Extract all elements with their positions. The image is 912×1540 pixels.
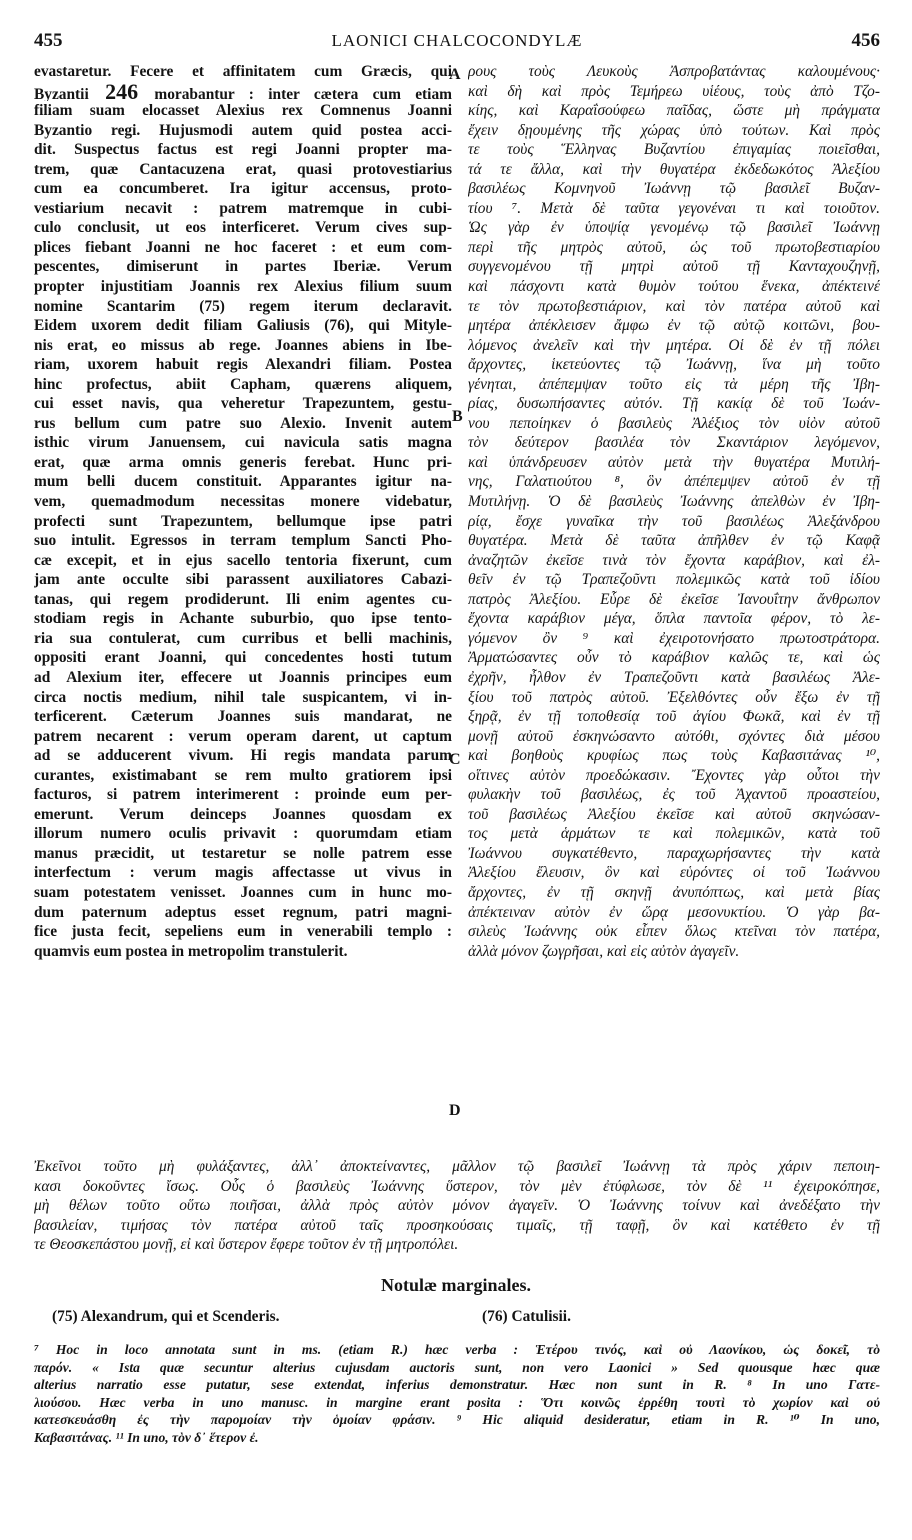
page-marker: 246 [105, 81, 139, 102]
latin-text-line: mum belli ducem constituit. Apparantes igitur na- [34, 473, 452, 491]
latin-text-line: dit. Suspectus factus est regi Joanni propter ma- [34, 141, 452, 159]
latin-text-line: fice justa fecit, sepeliens eum in venerabili templo : [34, 923, 452, 941]
greek-text-line: λόμενος ἀνελεῖν καὶ τὴν μητέρα. Οἱ δὲ ἐν τῇ πόλει [468, 336, 880, 354]
margin-letter-d: D [449, 1102, 461, 1119]
latin-text-line: circa noctis medium, nihil tale suspicantem, vi in- [34, 688, 452, 706]
footnote-line: λιούσου. Hæc verba in uno manusc. in margine erant posita : Ὅτι κοινῶς ἐρρέθη τουτὶ τὸ χωρίον καὶ οὐ [34, 1394, 880, 1410]
latin-text-line: stodiam regis in Achante suburbio, quo ipse tento- [34, 610, 452, 628]
greek-text-line: ρίας, δυσωπήσαντες αὐτόν. Τῇ κακίᾳ δὲ τοῦ Ἰωάν- [468, 395, 880, 413]
greek-text-line: ἄρχοντες, ἱκετεύοντες τῷ Ἰωάννῃ, ἵνα μὴ τοῦτο [468, 356, 880, 374]
greek-text-line: καὶ δὴ καὶ πρὸς Τεμήρεω υἱέους, τοὺς ἀπὸ Τζο- [468, 82, 880, 100]
greek-text-line: ἐχρῆν, ἦλθον ἐν Τραπεζοῦντι κατὰ βασιλέως Ἀλε- [468, 668, 880, 686]
greek-text-line: τὸν δεύτερον βασιλέα τὸν Σκαντάριον λεγόμενον, [468, 434, 880, 452]
latin-text-line: riam, uxorem habuit regis Alexandri filiam. Postea [34, 356, 452, 374]
latin-text-line: quamvis eum postea in metropolim transtulerit. [34, 942, 348, 960]
latin-text-line: nomine Scantarim (75) regem iterum declaravit. [34, 297, 452, 315]
greek-text-line: τοῦ βασιλέως Ἀλεξίου ἐκεῖσε καὶ αὐτοῦ σκηνώσαν- [468, 805, 880, 823]
latin-text-line: manus præcidit, ut testaretur se nolle patrem esse [34, 844, 452, 862]
greek-text-line: Ἰωάννου συγκατέθεντο, παραχωρήσαντες τὴν κατὰ [468, 844, 880, 862]
latin-text-line: pescentes, dimiserunt in partes Iberiæ. Verum [34, 258, 452, 276]
latin-text-line: suam potestatem venisset. Joannes cum in hunc mo- [34, 883, 452, 901]
greek-text-line: ξηρᾷ, ἐν τῇ τοποθεσίᾳ τοῦ ἁγίου Φωκᾶ, καὶ ἐν τῇ [468, 708, 880, 726]
marginal-note-76: (76) Catulisii. [482, 1308, 571, 1325]
greek-text-line: νης, Γαλατιούτου ⁸, ὃν ἀπέπεμψεν αὐτοῦ ἐν τῇ [468, 473, 880, 491]
latin-text-line: ria sua contulerat, cum curribus et belli machinis, [34, 629, 452, 647]
latin-text-line: evastaretur. Fecere et affinitatem cum Græcis, qui [34, 63, 452, 80]
greek-text-line: ἀναζητῶν ἐκεῖσε τινὰ τὸν ἔχοντα καράβιον, καὶ ἐλ- [468, 551, 880, 569]
greek-text-line: ἀλλὰ μόνον ζωγρῆσαι, καὶ εἰς αὐτὸν ἀγαγεῖν. [468, 942, 740, 960]
greek-column [468, 62, 880, 961]
greek-text-line: ἀπέκτειναν αὐτὸν ἐν ὥρᾳ μεσονυκτίου. Ὁ γὰρ βα- [468, 903, 880, 921]
latin-text-line: vem, quemadmodum necessitas monere videbatur, [34, 493, 452, 511]
latin-text-line: curantes, existimabant se rem multo gratiorem ipsi [34, 766, 452, 784]
footnote-line: alterius narratio esse putatur, sese extendat, inferius demonstratur. Hæc non sunt in R. ⁸ In uno Γατε- [34, 1377, 880, 1393]
latin-text-line: cui esset navis, qua veheretur Trapezuntem, gestu- [34, 395, 452, 413]
latin-text-fragment: Byzantii [34, 85, 89, 102]
latin-text-fragment: morabantur : inter cætera cum etiam [154, 85, 452, 102]
greek-text-line: κίης, καὶ Καραΐσούφεω παῖδας, ὥστε μὴ πράγματα [468, 102, 880, 120]
greek-text-line: οἵτινες αὐτὸν προεδώκασιν. Ἔχοντες γὰρ οὗτοι τὴν [468, 766, 880, 784]
greek-text-line: ἔχοντα καράβιον μέγα, ὅπλα παντοῖα φέρον, τὸ λε- [468, 610, 880, 628]
greek-text-line: μητέρα ἀπέκλεισεν ἄμφω ἐν τῷ αὐτῷ κοιτῶνι, βου- [468, 317, 880, 335]
greek-text-line: τά τε ἄλλα, καὶ τὴν θυγατέρα ἐκδεδωκότος Ἀλεξίου [468, 160, 880, 178]
greek-text-line: Ἀρματώσαντες οὖν τὸ καράβιον καλῶς τε, καὶ ὡς [468, 649, 880, 667]
greek-text-line: πατρὸς Ἀλεξίου. Εὗρε δὲ ἐκεῖσε Ἰανουΐτην ἄνθρωπον [468, 590, 880, 608]
greek-text-line: τε τοὺς Ἕλληνας Βυζαντίου ἐπιγαμίας ποιεῖσθαι, [468, 141, 880, 159]
greek-text-line: σιλεὺς Ἰωάννης οὐκ εἶπεν ὅλως κτεῖναι τὸν πατέρα, [468, 923, 880, 941]
greek-text-line: Μυτιλήνῃ. Ὁ δὲ βασιλεὺς Ἰωάννης ἀπελθὼν ἐν Ἰβη- [468, 493, 880, 511]
greek-text-line: τος μετὰ ἁρμάτων τε καὶ πολεμικῶν, κατὰ τοῦ [468, 825, 880, 843]
latin-text-line: rus bellum cum patre suo Alexio. Invenit autem [34, 414, 452, 432]
greek-full-width-text [34, 1157, 880, 1255]
greek-text-line: βασιλέως Κομνηνοῦ Ἰωάννῃ τῷ βασιλεῖ Βυζαν- [468, 180, 880, 198]
latin-text-line: hinc profectus, abiit Capham, quærens aliquem, [34, 375, 452, 393]
latin-text-line: vestiarium necavit : patrem matremque in cubi- [34, 199, 452, 217]
page-number-left: 455 [34, 30, 63, 51]
footnotes [34, 1341, 880, 1447]
latin-text-line: cum ea concumberet. Ira igitur accensus, proto- [34, 180, 452, 198]
margin-letter-c: C [449, 751, 461, 768]
latin-text-line: profecti sunt Trapezuntem, bellumque ipse patri [34, 512, 452, 530]
running-header [34, 30, 880, 56]
notes-heading: Notulæ marginales. [381, 1275, 531, 1295]
greek-text-line: μονῇ αὐτοῦ ἐσκηνώσαντο αὐτόθι, σχόντες διὰ μέσου [468, 727, 880, 745]
latin-text-line: Eidem uxorem dedit filiam Galiusis (76), qui Mityle- [34, 317, 452, 335]
greek-text-line: νου πεποίηκεν ὁ βασιλεὺς Ἀλέξιος τὸν υἱὸν αὐτοῦ [468, 414, 880, 432]
latin-text-line: dum paternum adeptus esset regnum, patri magni- [34, 903, 452, 921]
latin-text-line: facturos, si patrem interimerent : proinde eum per- [34, 786, 452, 804]
greek-text-line: Ὡς γὰρ ἐν ὑποψίᾳ γενομένῳ τῷ βασιλεῖ Ἰωάννῃ [468, 219, 880, 237]
greek-text-line: καὶ βοηθοὺς κρυφίως πως τοὺς Καβασιτάνας ¹⁰, [468, 747, 880, 765]
latin-text-line: filiam suam elocasset Alexius rex Comnenus Joanni [34, 102, 452, 120]
greek-full-line: κασι δοκοῦντες ἴσως. Οὗς ὁ βασιλεὺς Ἰωάννης ὕστερον, τὸν μὲν ἐτύφλωσε, τὸν δὲ ¹¹ ἐχειροκόπησε, [34, 1177, 880, 1195]
greek-text-line: γόμενον ὂν ⁹ καὶ ἐχειροτονήσατο πρωτοστράτορα. [468, 629, 880, 647]
latin-text-line: suo intulit. Egressos in terram templum Sancti Pho- [34, 532, 452, 550]
latin-text-line: propter injustitiam Joannis rex Alexius filium suum [34, 278, 452, 296]
margin-letter-b: B [452, 408, 463, 425]
greek-text-line: γένηται, ἀπέπεμψαν τοῦτο εἰς τὰ μέρη τῆς Ἰβη- [468, 375, 880, 393]
latin-text-line: jam ante occulte sibi parassent auxiliatores Cabazi- [34, 571, 452, 589]
greek-text-line: ἔχειν δῃουμένης τῆς χώρας ὑπὸ τούτων. Καὶ πρὸς [468, 121, 880, 139]
latin-text-line: tanas, qui regem prodiderunt. Ili enim agentes cu- [34, 590, 452, 608]
latin-text-line: Byzantio regi. Hujusmodi autem quid postea acci- [34, 121, 452, 139]
latin-text-line: erat, quæ arma omnis generis ferebat. Hunc pri- [34, 453, 452, 471]
greek-text-line: ἄρχοντες, ἐν τῇ σκηνῇ ἀνυπόπτως, καὶ μετὰ βίας [468, 883, 880, 901]
margin-letter-a: A [449, 66, 461, 83]
greek-full-line: Ἐκεῖνοι τοῦτο μὴ φυλάξαντες, ἀλλ᾽ ἀποκτείναντες, μᾶλλον τῷ βασιλεῖ Ἰωάννῃ τὰ πρὸς χάριν πεποιη- [34, 1158, 880, 1175]
greek-text-line: ξίου τοῦ πατρὸς αὐτοῦ. Ἐξελθόντες οὖν ἔξω ἐν τῇ [468, 688, 880, 706]
greek-text-line: θυγατέρα. Μετὰ δὲ ταῦτα ἀπῆλθεν ἐν τῷ Καφᾷ [468, 532, 880, 550]
latin-text-line: interfectum : verum magis affectasse ut vivus in [34, 864, 452, 882]
greek-text-line: τίου ⁷. Μετὰ δὲ ταῦτα γεγονέναι τι καὶ τοιοῦτον. [468, 199, 880, 217]
latin-text-line: illorum numero oculis privavit : quorumdam etiam [34, 825, 452, 843]
footnote-line: ⁷ Hoc in loco annotata sunt in ms. (etiam R.) hæc verba : Ἑτέρου τινός, καὶ οὐ Λαονίκου, ὡς δοκεῖ, τὸ [34, 1342, 880, 1357]
greek-text-line: ρους τοὺς Λευκοὺς Ἀσπροβατάντας καλουμένους· [468, 63, 880, 80]
latin-text-line: culo conclusit, ut eos interficeret. Verum cives sup- [34, 219, 452, 237]
greek-full-line: τε Θεοσκεπάστου μονῇ, εἰ καὶ ὕστερον ἔφερε τοῦτον ἐν τῇ μητροπόλει. [34, 1236, 459, 1254]
greek-text-line: ρίᾳ, ἔσχε γυναῖκα τὴν τοῦ βασιλέως Ἀλεξάνδρου [468, 512, 880, 530]
greek-full-line: μὴ θέλων τοῦτο οὕτω ποιῆσαι, ἀλλὰ πρὸς αὐτὸν μόνον ἀγαγεῖν. Ὁ Ἰωάννης τοίνυν καὶ ἀνεδέξατο τὴν [34, 1197, 880, 1215]
greek-text-line: συγγενομένου τῇ μητρὶ αὐτοῦ τῇ Κανταχουζηνῇ, [468, 258, 880, 276]
greek-text-line: περὶ τῆς μητρὸς αὐτοῦ, ὡς τοῦ πρωτοβεστιαρίου [468, 238, 880, 256]
latin-text-line: plices fiebant Joanni ne hoc faceret : et eum com- [34, 238, 452, 256]
greek-text-line: φυλακὴν τοῦ βασιλέως, ἐς τοῦ Ἀχαντοῦ προαστείου, [468, 786, 880, 804]
greek-text-line: Ἀλεξίου ἔλευσιν, ὃν καὶ εὑρόντες οἱ τοῦ Ἰωάννου [468, 864, 880, 882]
greek-text-line: καὶ πάσχοντι κατὰ θυμὸν τούτου ἕνεκα, ἀπέκτεινέ [468, 278, 880, 296]
greek-text-line: θεῖν ἐν τῷ Τραπεζοῦντι πολεμικῶς κατὰ τοῦ ἰδίου [468, 571, 880, 589]
latin-text-line [34, 82, 452, 102]
latin-text-line: ad Alexium iter, effecere ut Joannis principes eum [34, 668, 452, 686]
latin-text-line: oppositi erant Joanni, qui concedentes hosti tutum [34, 649, 452, 667]
greek-text-line: τε τὸν πρωτοβεστιάριον, καὶ τὸν πατέρα αὐτοῦ καὶ [468, 297, 880, 315]
greek-text-line: καὶ ὑπάνδρευσεν αὐτὸν μετὰ τὴν θυγατέρα Μυτιλή- [468, 453, 880, 471]
running-title: LAONICI CHALCOCONDYLÆ [331, 31, 583, 50]
footnote-line: Καβασιτάνας. ¹¹ In uno, τὸν δ᾽ ἕτερον ἐ. [34, 1429, 259, 1445]
marginal-note-75: (75) Alexandrum, qui et Scenderis. [52, 1308, 280, 1325]
latin-text-line: ad se adducerent vivum. Hi regis mandata parum [34, 747, 452, 765]
latin-text-line: terficerent. Cæterum Joannes suis mandarat, ne [34, 708, 452, 726]
latin-text-line: isthic virum Januensem, cui navicula satis magna [34, 434, 452, 452]
footnote-line: παρόν. « Ista quæ secuntur alterius cujusdam auctoris sunt, non vero Laonici » Sed quousque hæc quæ [34, 1359, 880, 1375]
latin-column [34, 62, 452, 961]
latin-text-line: trem, quæ Cantacuzena erat, quasi protovestiarius [34, 160, 452, 178]
latin-text-line: patrem necarent : verum operam darent, ut captum [34, 727, 452, 745]
greek-full-line: βασιλείαν, τιμήσας τὸν πατέρα αὐτοῦ ταῖς προσηκούσαις τιμαῖς, τῇ ταφῇ, ὃν καὶ κατέθετο ἐν τῇ [34, 1216, 880, 1234]
latin-text-line: cæ excepit, et in ejus sacello tentoria fixerunt, cum [34, 551, 452, 569]
footnote-line: κατεσκευάσθη ἐς τὴν παρομοίαν τὴν ὁμοίαν φράσιν. ⁹ Hic aliquid desideratur, etiam in R. ¹⁰ In uno, [34, 1412, 880, 1428]
latin-text-line: nis erat, eo missus ab rege. Joannes abiens in Ibe- [34, 336, 452, 354]
page-number-right: 456 [851, 30, 880, 51]
latin-text-line: emerunt. Verum deinceps Joannes quosdam ex [34, 805, 452, 823]
